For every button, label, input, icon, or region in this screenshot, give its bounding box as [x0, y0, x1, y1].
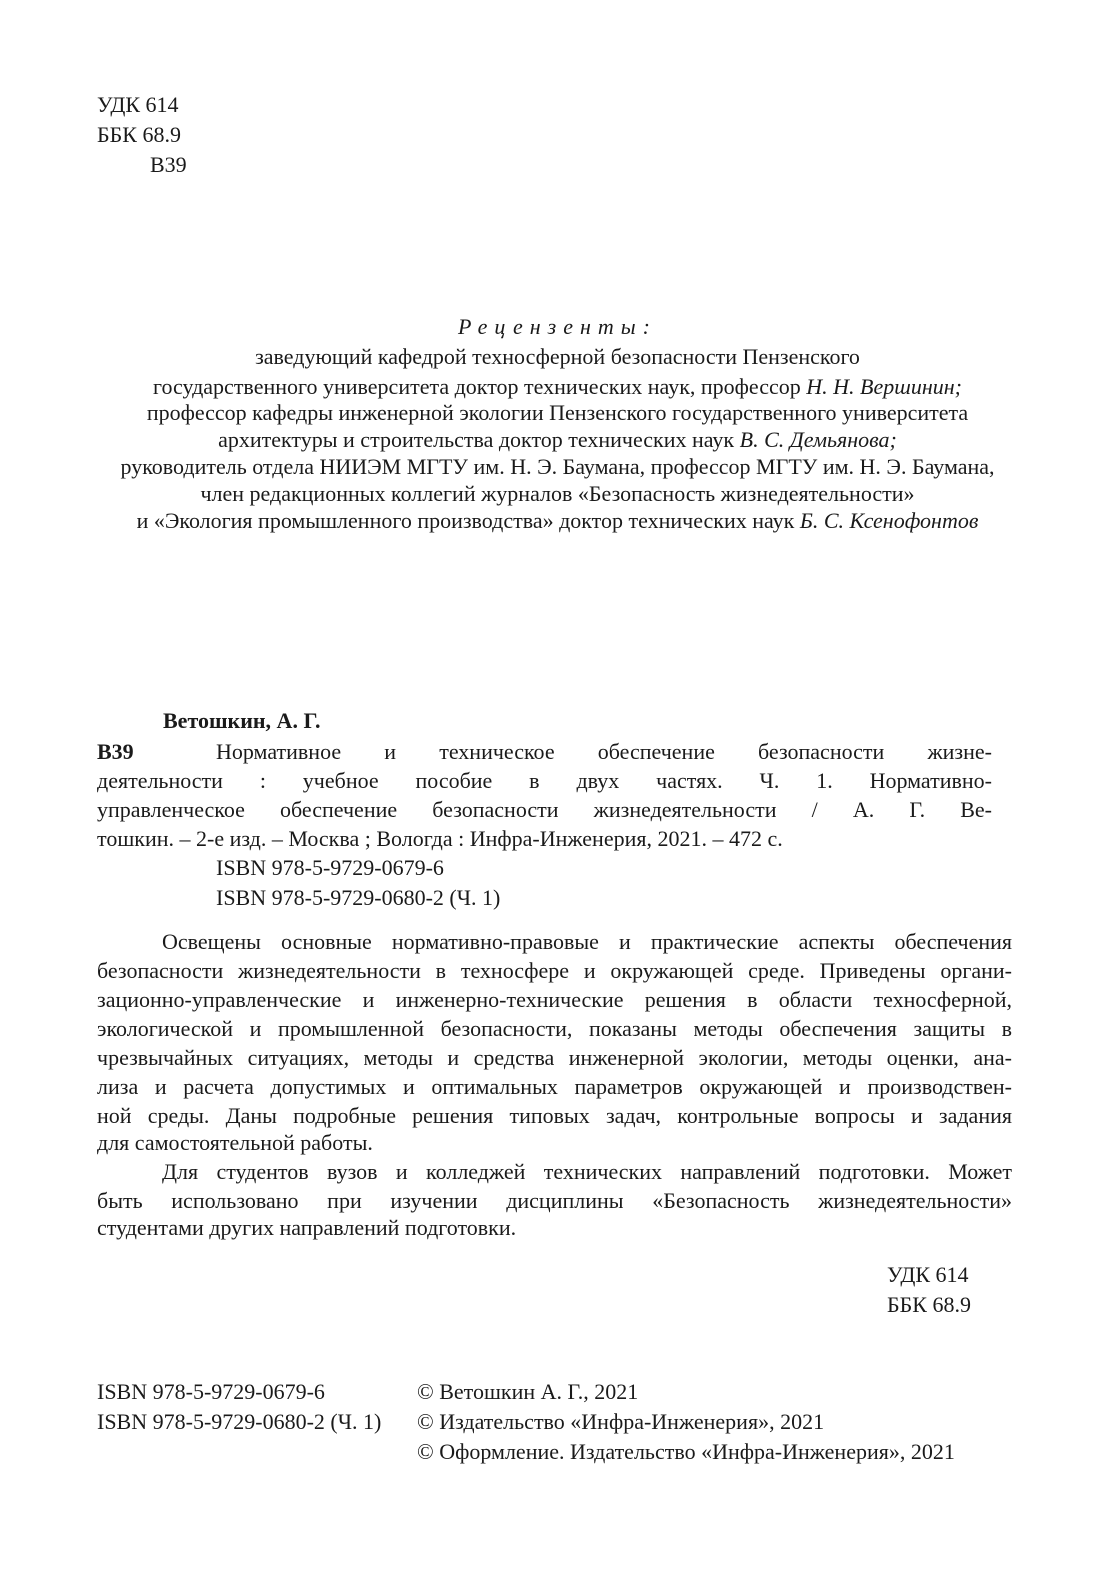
reviewer-line: заведующий кафедрой техносферной безопасности Пензенского	[255, 344, 860, 369]
annotation-line: лиза и расчета допустимых и оптимальных параметров окружающей и производствен-	[97, 1074, 1012, 1099]
annotation-line: экологической и промышленной безопасности, показаны методы обеспечения защиты в	[97, 1016, 1012, 1041]
copyright-line: © Оформление. Издательство «Инфра-Инженерия», 2021	[417, 1439, 955, 1464]
copyright-isbn-list	[97, 1377, 381, 1437]
isbn-full: ISBN 978-5-9729-0679-6	[216, 855, 444, 880]
bbk-code: ББК 68.9	[887, 1292, 971, 1317]
description-line: Нормативное и техническое обеспечение безопасности жизне-	[216, 739, 992, 764]
reviewer-line: руководитель отдела НИИЭМ МГТУ им. Н. Э. Баумана, профессор МГТУ им. Н. Э. Баумана,	[120, 454, 995, 479]
isbn-full: ISBN 978-5-9729-0679-6	[97, 1379, 325, 1404]
description-line: деятельности : учебное пособие в двух частях. Ч. 1. Нормативно-	[97, 768, 992, 793]
annotation-line: быть использовано при изучении дисциплины «Безопасность жизнедеятельности»	[97, 1188, 1012, 1213]
annotation-line: ной среды. Даны подробные решения типовых задач, контрольные вопросы и задания	[97, 1103, 1012, 1128]
annotation-line: студентами других направлений подготовки.	[97, 1215, 517, 1240]
reviewer-line: профессор кафедры инженерной экологии Пензенского государственного университета	[146, 400, 969, 425]
annotation-line: зационно-управленческие и инженерно-технические решения в области техносферной,	[97, 987, 1012, 1012]
annotation-line: Для студентов вузов и колледжей технических направлений подготовки. Может	[162, 1159, 1012, 1184]
copyright-line: © Издательство «Инфра-Инженерия», 2021	[417, 1409, 825, 1434]
reviewer-name: Н. Н. Вершинин;	[806, 374, 962, 399]
reviewer-name: В. С. Демьянова;	[739, 427, 897, 452]
header-codes	[97, 90, 187, 180]
isbn-part: ISBN 978-5-9729-0680-2 (Ч. 1)	[216, 885, 501, 910]
udk-code: УДК 614	[887, 1262, 969, 1287]
bbk-code: ББК 68.9	[97, 122, 181, 147]
author-name: Ветошкин, А. Г.	[163, 708, 321, 733]
reviewer-name: Б. С. Ксенофонтов	[799, 508, 979, 533]
isbn-part: ISBN 978-5-9729-0680-2 (Ч. 1)	[97, 1409, 382, 1434]
annotation-line: Освещены основные нормативно-правовые и практические аспекты обеспечения	[162, 929, 1012, 954]
reviewer-line: государственного университета доктор технических наук, профессор Н. Н. Вершинин;	[152, 374, 962, 399]
annotation-line: для самостоятельной работы.	[97, 1130, 373, 1155]
footer-codes	[887, 1260, 971, 1320]
bibliographic-code: В39	[97, 739, 134, 764]
annotation-line: чрезвычайных ситуациях, методы и средства инженерной экологии, методы оценки, ана-	[97, 1045, 1012, 1070]
author-mark: В39	[150, 152, 187, 177]
description-line: тошкин. – 2-е изд. – Москва ; Вологда : Инфра-Инженерия, 2021. – 472 с.	[97, 826, 783, 851]
reviewer-line: член редакционных коллегий журналов «Безопасность жизнедеятельности»	[200, 481, 915, 506]
reviewer-line: и «Экология промышленного производства» доктор технических наук Б. С. Ксенофонтов	[136, 508, 979, 533]
annotation-line: безопасности жизнедеятельности в техносфере и окружающей среде. Приведены органи-	[97, 958, 1012, 983]
reviewer-line: архитектуры и строительства доктор технических наук В. С. Демьянова;	[218, 427, 897, 452]
reviewers-heading: Рецензенты:	[457, 314, 657, 339]
copyright-line: © Ветошкин А. Г., 2021	[417, 1379, 639, 1404]
description-line: управленческое обеспечение безопасности жизнедеятельности / А. Г. Ве-	[97, 797, 992, 822]
udk-code: УДК 614	[97, 92, 179, 117]
copyright-list	[417, 1377, 955, 1467]
